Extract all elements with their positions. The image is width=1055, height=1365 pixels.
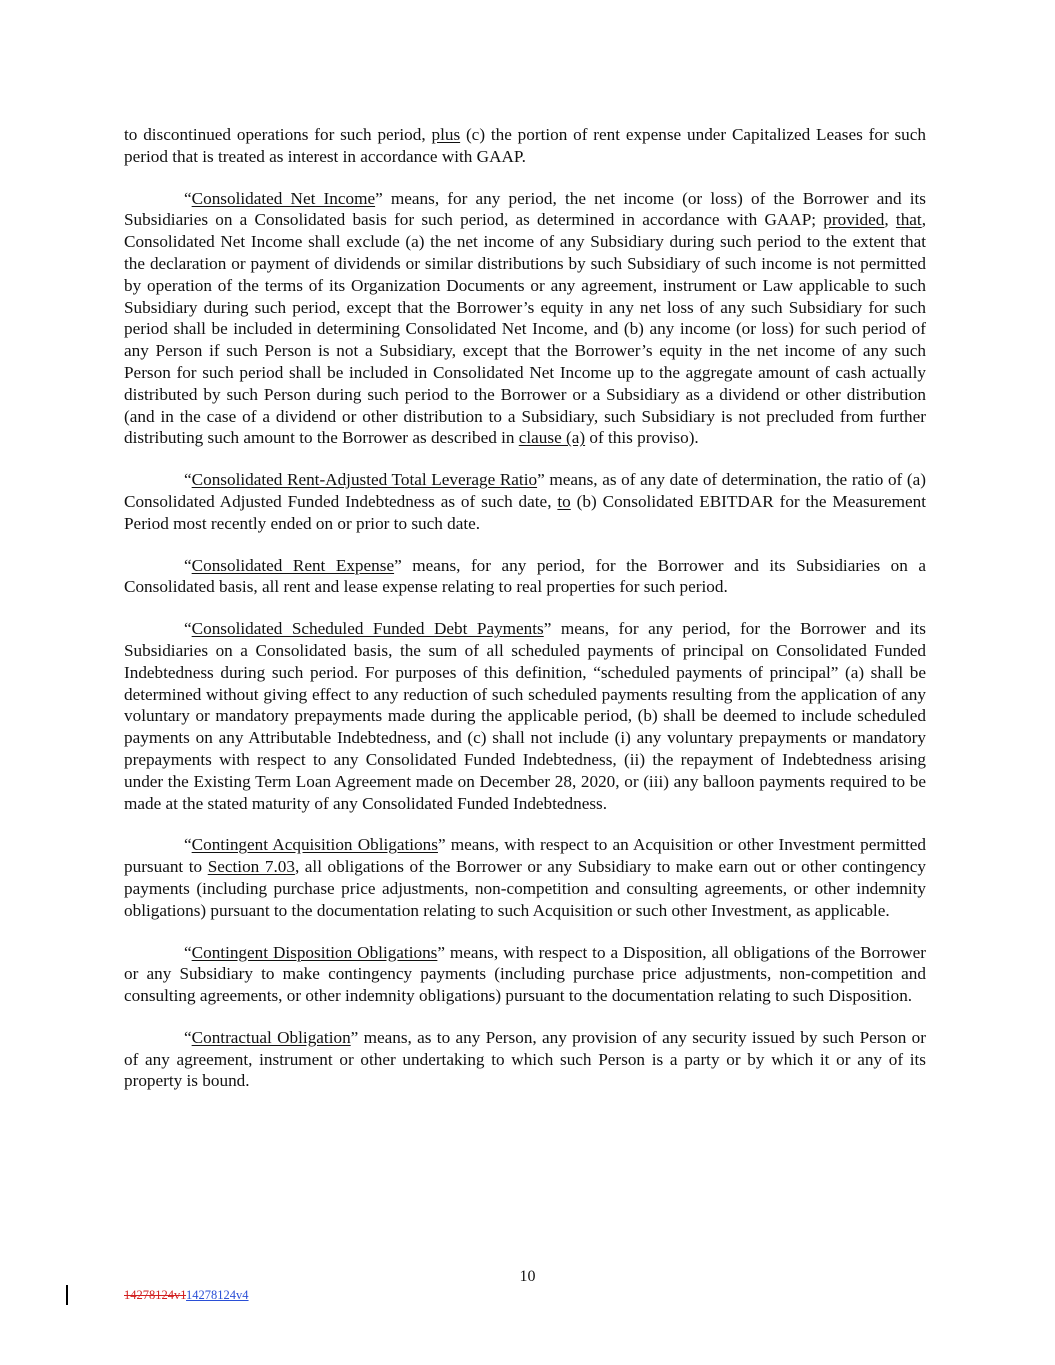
definition-consolidated-net-income	[124, 188, 926, 450]
defined-term: Contingent Disposition Obligations	[191, 942, 438, 962]
definition-contractual-obligation	[124, 1027, 926, 1092]
page-number: 10	[519, 1268, 536, 1285]
quote-mark: “	[184, 835, 192, 855]
text: ” means, for any period, the net income (or loss) of the Borrower and its Subsidiaries on a Consolidated basis for such period, as determined in accordance with GAAP;	[124, 188, 926, 230]
text: ,	[884, 210, 896, 230]
document-id-inserted: 14278124v4	[186, 1288, 249, 1302]
defined-term: Consolidated Rent-Adjusted Total Leverage Ratio	[191, 470, 538, 490]
text: ” means, as of any date of determination, the ratio of (a) Consolidated Adjusted Funded Indebtedness as of such date,	[124, 470, 926, 511]
text: ” means, as to any Person, any provision of any security issued by such Person or of any agreement, instrument or other undertaking to which such Person is a party or by which it or any of its property is bound.	[124, 1027, 926, 1091]
quote-mark: “	[184, 1027, 192, 1047]
defined-term: Contingent Acquisition Obligations	[191, 835, 438, 855]
clause-reference: clause (a)	[518, 428, 586, 448]
text: ” means, for any period, for the Borrower and its Subsidiaries on a Consolidated basis, all rent and lease expense relating to real properties for such period.	[124, 555, 926, 597]
term-that: that	[895, 210, 922, 230]
paragraph-continuation	[124, 124, 926, 168]
document-id	[124, 1288, 249, 1303]
text: , all obligations of the Borrower or any Subsidiary to make earn out or other contingency payments (including purchase price adjustments, non-competition and consulting agreements, or other indemnity obligations) pursuant to the documentation relating to such Acquisition or such other Investment, as applicable.	[124, 857, 927, 920]
text: (c) the portion of rent expense under Capitalized Leases for such period that is treated as interest in accordance with GAAP.	[124, 125, 926, 166]
quote-mark: “	[184, 470, 192, 490]
quote-mark: “	[184, 188, 192, 208]
document-id-deleted: 14278124v1	[124, 1288, 187, 1302]
text: of this proviso).	[585, 428, 699, 448]
document-page	[124, 124, 926, 1112]
revision-change-bar	[66, 1285, 68, 1305]
defined-term: Consolidated Net Income	[191, 188, 376, 208]
quote-mark: “	[184, 555, 192, 575]
quote-mark: “	[184, 619, 192, 639]
text: ” means, for any period, for the Borrower and its Subsidiaries on a Consolidated basis, the sum of all scheduled payments of principal on Consolidated Funded Indebtedness during such period. For purposes of this definition, “scheduled payments of principal” (a) shall be determined without giving effect to any reduction of such scheduled payments resulting from the application of any voluntary or mandatory prepayments made during the applicable period, (b) shall be deemed to include scheduled payments on any Attributable Indebtedness, and (c) shall not include (i) any voluntary prepayments or mandatory prepayments with respect to any Consolidated Funded Indebtedness, (ii) the repayment of Indebtedness arising under the Existing Term Loan Agreement made on December 28, 2020, or (iii) any balloon payments required to be made at the stated maturity of any Consolidated Funded Indebtedness.	[124, 619, 926, 813]
definition-consolidated-rent-expense	[124, 555, 926, 599]
defined-term: Contractual Obligation	[191, 1027, 351, 1047]
text: to discontinued operations for such period,	[124, 125, 432, 144]
text: (b) Consolidated EBITDAR for the Measurement Period most recently ended on or prior to such date.	[124, 491, 926, 533]
term-plus: plus	[431, 125, 461, 144]
definition-scheduled-funded-debt-payments	[124, 618, 926, 814]
term-to: to	[557, 491, 571, 511]
text: ” means, with respect to an Acquisition or other Investment permitted pursuant to	[124, 835, 926, 877]
section-reference: Section 7.03	[207, 857, 295, 877]
text: , Consolidated Net Income shall exclude (a) the net income of any Subsidiary during such period to the extent that the declaration or payment of dividends or similar distributions by such Subsidiary of such income is not permitted by operation of the terms of its Organization Documents or any agreement, instrument or Law applicable to such Subsidiary during such period, except that the Borrower’s equity in any net loss of any such Subsidiary for such period shall be included in determining Consolidated Net Income, and (b) any income (or loss) for such period of any Person if such Person is not a Subsidiary, except that the Borrower’s equity in the net income of any such Person for such period shall be included in Consolidated Net Income up to the aggregate amount of cash actually distributed by such Person during such period to the Borrower or a Subsidiary as a dividend or other distribution (and in the case of a dividend or other distribution to a Subsidiary, such Subsidiary is not precluded from further distributing such amount to the Borrower as described in	[124, 210, 926, 448]
definition-contingent-acquisition-obligations	[124, 834, 926, 921]
quote-mark: “	[184, 942, 192, 962]
defined-term: Consolidated Rent Expense	[191, 555, 395, 575]
defined-term: Consolidated Scheduled Funded Debt Payments	[191, 619, 544, 639]
text: ” means, with respect to a Disposition, all obligations of the Borrower or any Subsidiary to make contingency payments (including purchase price adjustments, non-competition and consulting agreements, or other indemnity obligations) pursuant to the documentation relating to such Disposition.	[124, 942, 926, 1006]
term-provided: provided	[823, 210, 885, 230]
definition-rent-adjusted-leverage-ratio	[124, 469, 926, 534]
definition-contingent-disposition-obligations	[124, 942, 926, 1007]
